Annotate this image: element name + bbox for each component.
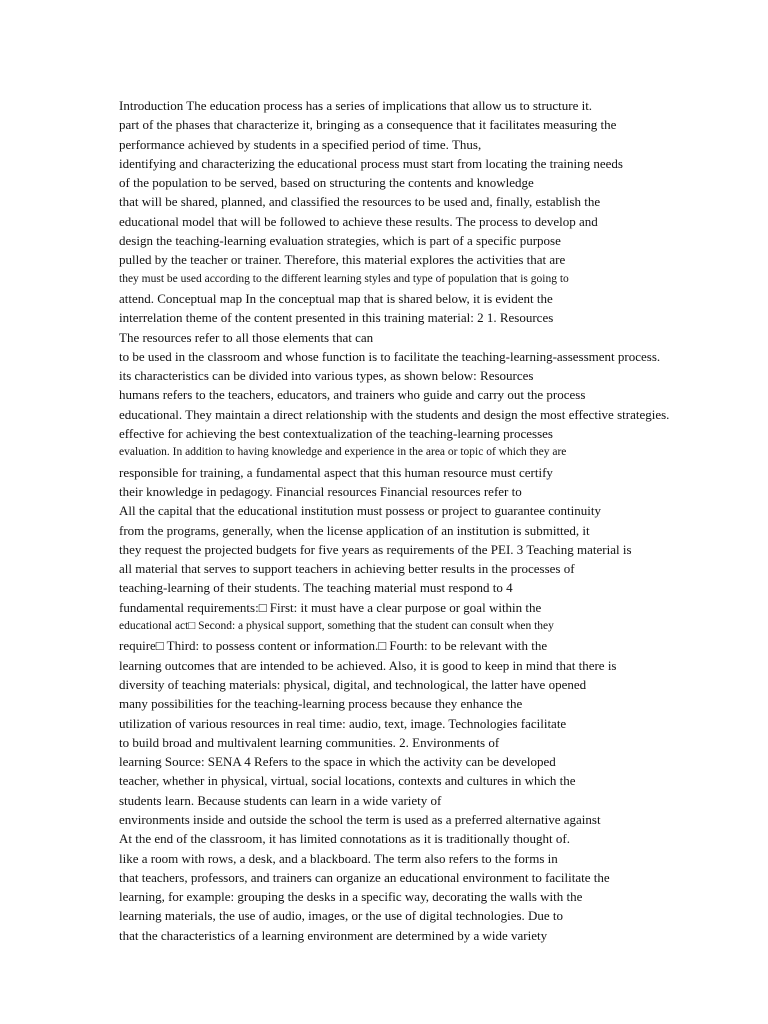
text-line: learning outcomes that are intended to be achieved. Also, it is good to keep in mind that there is bbox=[119, 657, 617, 673]
text-line: environments inside and outside the school the term is used as a preferred alternative against bbox=[119, 811, 601, 827]
text-line: require□ Third: to possess content or information.□ Fourth: to be relevant with the bbox=[119, 638, 548, 654]
text-line: its characteristics can be divided into various types, as shown below: Resources bbox=[119, 368, 534, 384]
text-line: learning materials, the use of audio, images, or the use of digital technologies. Due to bbox=[119, 908, 564, 924]
text-line: part of the phases that characterize it, bringing as a consequence that it facilitates measuring the bbox=[119, 117, 617, 133]
text-line: that teachers, professors, and trainers can organize an educational environment to facilitate the bbox=[119, 869, 610, 885]
text-line: from the programs, generally, when the license application of an institution is submitted, it bbox=[119, 522, 590, 538]
text-line: teaching-learning of their students. The teaching material must respond to 4 bbox=[119, 580, 513, 596]
text-line: teacher, whether in physical, virtual, social locations, contexts and cultures in which the bbox=[119, 773, 576, 789]
text-line: Introduction The education process has a series of implications that allow us to structure it. bbox=[119, 98, 593, 113]
text-line: all material that serves to support teachers in achieving better results in the processes of bbox=[119, 561, 575, 577]
text-line: of the population to be served, based on structuring the contents and knowledge bbox=[119, 175, 534, 191]
text-line: responsible for training, a fundamental aspect that this human resource must certify bbox=[119, 464, 553, 480]
text-line: they must be used according to the different learning styles and type of population that is going to bbox=[119, 272, 569, 285]
text-line: effective for achieving the best contextualization of the teaching-learning processes bbox=[119, 426, 553, 442]
text-line: All the capital that the educational institution must possess or project to guarantee continuity bbox=[119, 503, 601, 519]
text-line: their knowledge in pedagogy. Financial resources Financial resources refer to bbox=[119, 483, 522, 499]
text-line: evaluation. In addition to having knowledge and experience in the area or topic of which they are bbox=[119, 446, 567, 459]
text-line: performance achieved by students in a specified period of time. Thus, bbox=[119, 136, 482, 152]
text-line: to build broad and multivalent learning communities. 2. Environments of bbox=[119, 734, 500, 750]
text-line: At the end of the classroom, it has limited connotations as it is traditionally thought of. bbox=[119, 831, 570, 847]
text-line: pulled by the teacher or trainer. Therefore, this material explores the activities that are bbox=[119, 252, 566, 268]
text-line: educational act□ Second: a physical support, something that the student can consult when they bbox=[119, 620, 554, 633]
text-line: design the teaching-learning evaluation strategies, which is part of a specific purpose bbox=[119, 233, 561, 249]
text-line: learning Source: SENA 4 Refers to the space in which the activity can be developed bbox=[119, 754, 556, 770]
text-line: identifying and characterizing the educational process must start from locating the training needs bbox=[119, 155, 623, 171]
text-line: learning, for example: grouping the desks in a specific way, decorating the walls with the bbox=[119, 889, 583, 905]
body-text bbox=[119, 96, 719, 945]
text-line: interrelation theme of the content presented in this training material: 2 1. Resources bbox=[119, 310, 554, 326]
text-line: that will be shared, planned, and classified the resources to be used and, finally, establish the bbox=[119, 194, 601, 210]
text-line: like a room with rows, a desk, and a blackboard. The term also refers to the forms in bbox=[119, 850, 558, 866]
text-line: educational model that will be followed to achieve these results. The process to develop and bbox=[119, 213, 598, 229]
text-line: fundamental requirements:□ First: it must have a clear purpose or goal within the bbox=[119, 599, 542, 615]
text-line: The resources refer to all those elements that can bbox=[119, 329, 374, 345]
text-line: attend. Conceptual map In the conceptual map that is shared below, it is evident the bbox=[119, 290, 553, 306]
text-line: humans refers to the teachers, educators, and trainers who guide and carry out the process bbox=[119, 387, 586, 403]
text-line: that the characteristics of a learning environment are determined by a wide variety bbox=[119, 927, 548, 943]
text-line: they request the projected budgets for five years as requirements of the PEI. 3 Teaching material is bbox=[119, 541, 632, 557]
text-line: utilization of various resources in real time: audio, text, image. Technologies facilitate bbox=[119, 715, 567, 731]
text-line: educational. They maintain a direct relationship with the students and design the most effective strategies. bbox=[119, 406, 670, 422]
text-line: diversity of teaching materials: physical, digital, and technological, the latter have opened bbox=[119, 676, 587, 692]
text-line: many possibilities for the teaching-learning process because they enhance the bbox=[119, 696, 523, 712]
text-line: to be used in the classroom and whose function is to facilitate the teaching-learning-assessment process. bbox=[119, 348, 661, 364]
text-line: students learn. Because students can learn in a wide variety of bbox=[119, 792, 442, 808]
